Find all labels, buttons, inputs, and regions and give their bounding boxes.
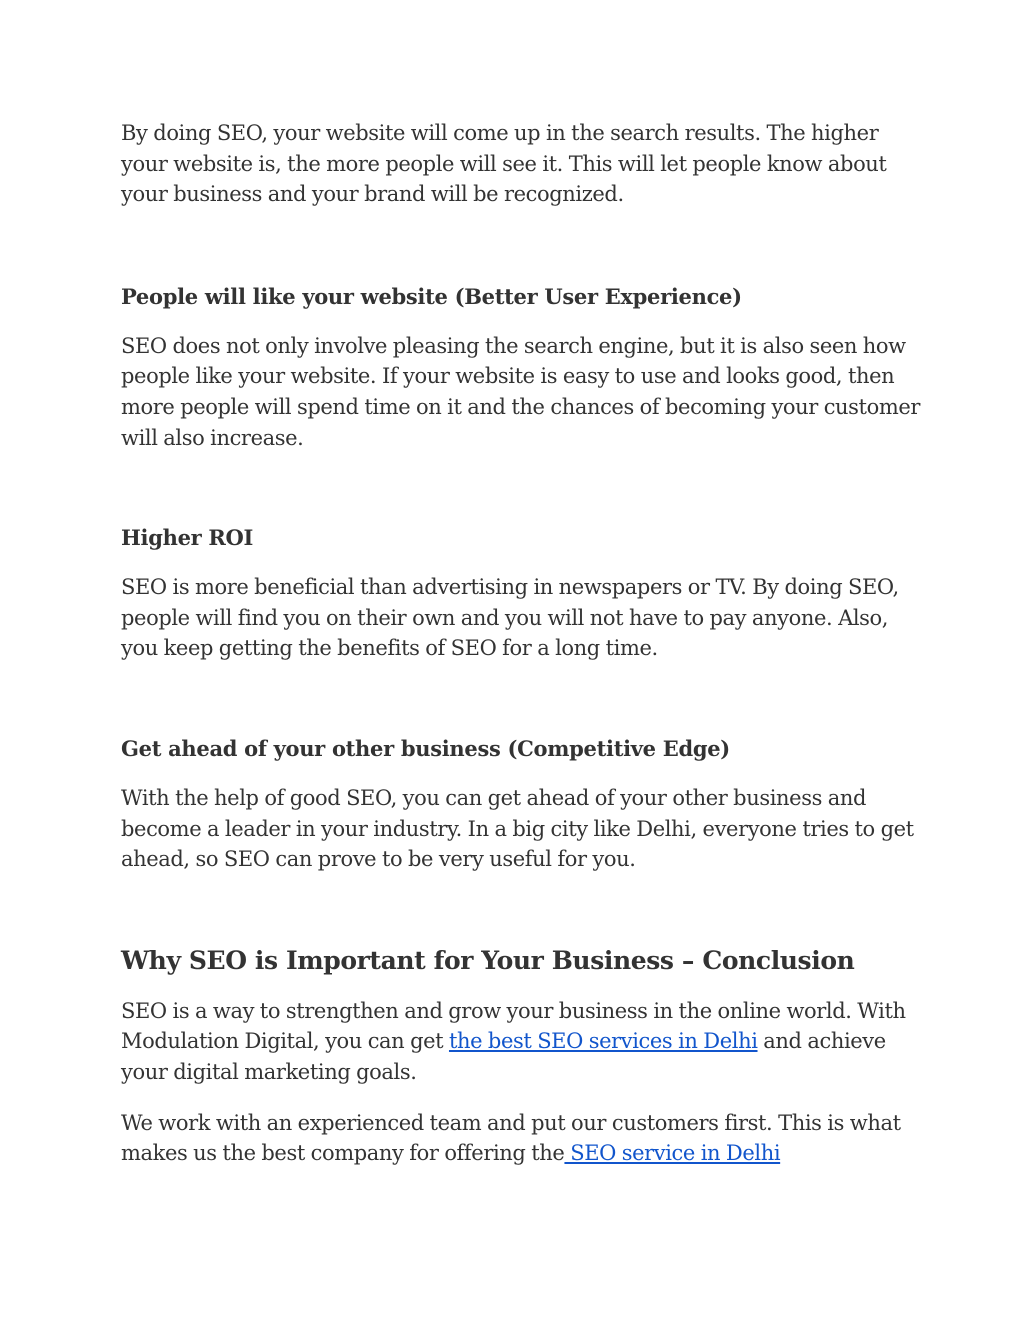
conclusion-p1-text-after: and achieve your digital marketing goals.	[121, 1029, 886, 1084]
conclusion-paragraph-1	[121, 996, 921, 1088]
seo-service-delhi-link[interactable]: SEO service in Delhi	[564, 1141, 781, 1166]
conclusion-p1-text-before: SEO is a way to strengthen and grow your business in the online world. With Modulation Digital, you can get	[121, 998, 906, 1054]
section-heading-competitive-edge: Get ahead of your other business (Competitive Edge)	[121, 735, 730, 761]
section-heading-user-experience: People will like your website (Better User Experience)	[121, 283, 742, 309]
section-paragraph-competitive-edge: With the help of good SEO, you can get ahead of your other business and become a leader in your industry. In a big city like Delhi, everyone tries to get ahead, so SEO can prove to be very useful for you.	[121, 785, 914, 872]
section-heading-higher-roi: Higher ROI	[121, 525, 254, 551]
section-paragraph-higher-roi: SEO is more beneficial than advertising in newspapers or TV. By doing SEO, people will find you on their own and you will not have to pay anyone. Also, you keep getting the benefits of SEO for a long time.	[121, 575, 899, 661]
intro-paragraph: By doing SEO, your website will come up in the search results. The higher your website is, the more people will see it. This will let people know about your business and your brand will be recognized.	[121, 121, 887, 207]
conclusion-heading: Why SEO is Important for Your Business – Conclusion	[121, 945, 855, 975]
conclusion-p2-text-before: We work with an experienced team and put our customers first. This is what makes us the best company for offering the	[121, 1110, 901, 1166]
document-page	[121, 118, 921, 1169]
conclusion-paragraph-2	[121, 1108, 921, 1169]
best-seo-services-link[interactable]: the best SEO services in Delhi	[448, 1029, 758, 1054]
section-paragraph-user-experience: SEO does not only involve pleasing the search engine, but it is also seen how people like your website. If your website is easy to use and looks good, then more people will spend time on it and the chances of becoming your customer will also increase.	[121, 333, 921, 450]
